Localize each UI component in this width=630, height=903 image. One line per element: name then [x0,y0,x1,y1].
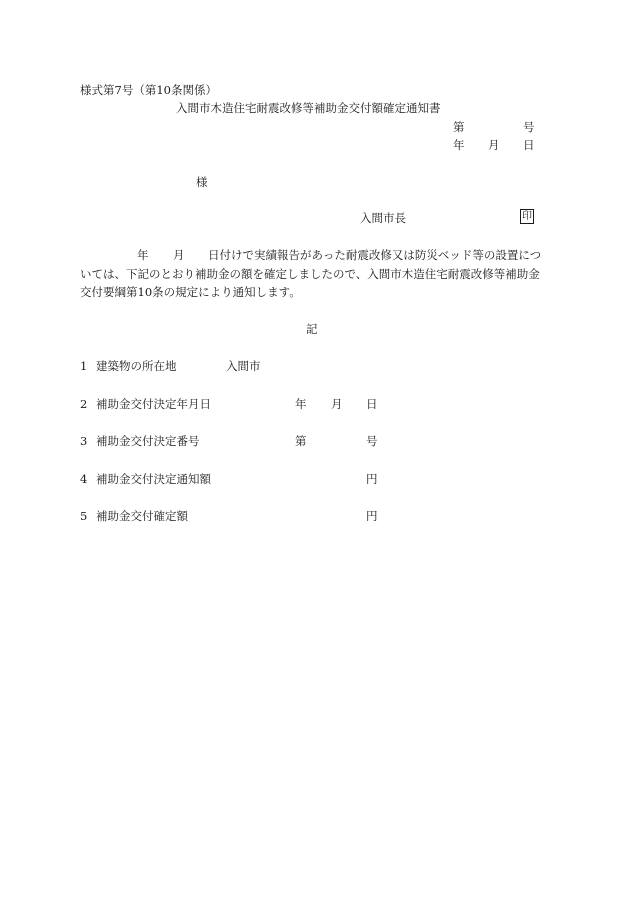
item-unit: 円 [366,509,378,523]
item-month: 月 [331,397,343,411]
doc-number-suffix: 号 [523,120,535,134]
item-year: 年 [295,397,307,411]
item-unit: 円 [366,472,378,486]
body-line-1: 日付けで実績報告があった耐震改修又は防災ベッド等の設置につ [208,248,542,262]
item-number: 2 [80,397,88,411]
body-line-3: 交付要綱第10条の規定により通知します。 [80,285,301,299]
item-number: 4 [80,472,88,486]
item-number: 3 [80,434,88,448]
item-value: 入間市 [226,359,261,373]
doc-date-year: 年 [453,138,465,152]
item-suffix: 号 [366,434,378,448]
item-label: 建築物の所在地 [96,359,177,373]
body-year: 年 [137,248,149,262]
form-label: 様式第7号（第10条関係） [80,83,217,97]
doc-date-day: 日 [523,138,535,152]
body-line-2: いては、下記のとおり補助金の額を確定しましたので、入間市木造住宅耐震改修等補助金 [80,267,540,281]
addressee-suffix: 様 [196,175,208,189]
doc-number-prefix: 第 [453,120,465,134]
item-label: 補助金交付確定額 [96,509,188,523]
item-prefix: 第 [295,434,307,448]
issuer-name: 入間市長 [360,211,406,225]
item-label: 補助金交付決定年月日 [96,397,211,411]
item-number: 1 [80,359,88,373]
item-day: 日 [366,397,378,411]
item-label: 補助金交付決定通知額 [96,472,211,486]
document-title: 入間市木造住宅耐震改修等補助金交付額確定通知書 [176,101,441,115]
body-month: 月 [173,248,185,262]
doc-date-month: 月 [488,138,500,152]
item-label: 補助金交付決定番号 [96,434,200,448]
seal-mark: 印 [522,211,532,222]
item-number: 5 [80,509,88,523]
ki-heading: 記 [306,322,318,336]
